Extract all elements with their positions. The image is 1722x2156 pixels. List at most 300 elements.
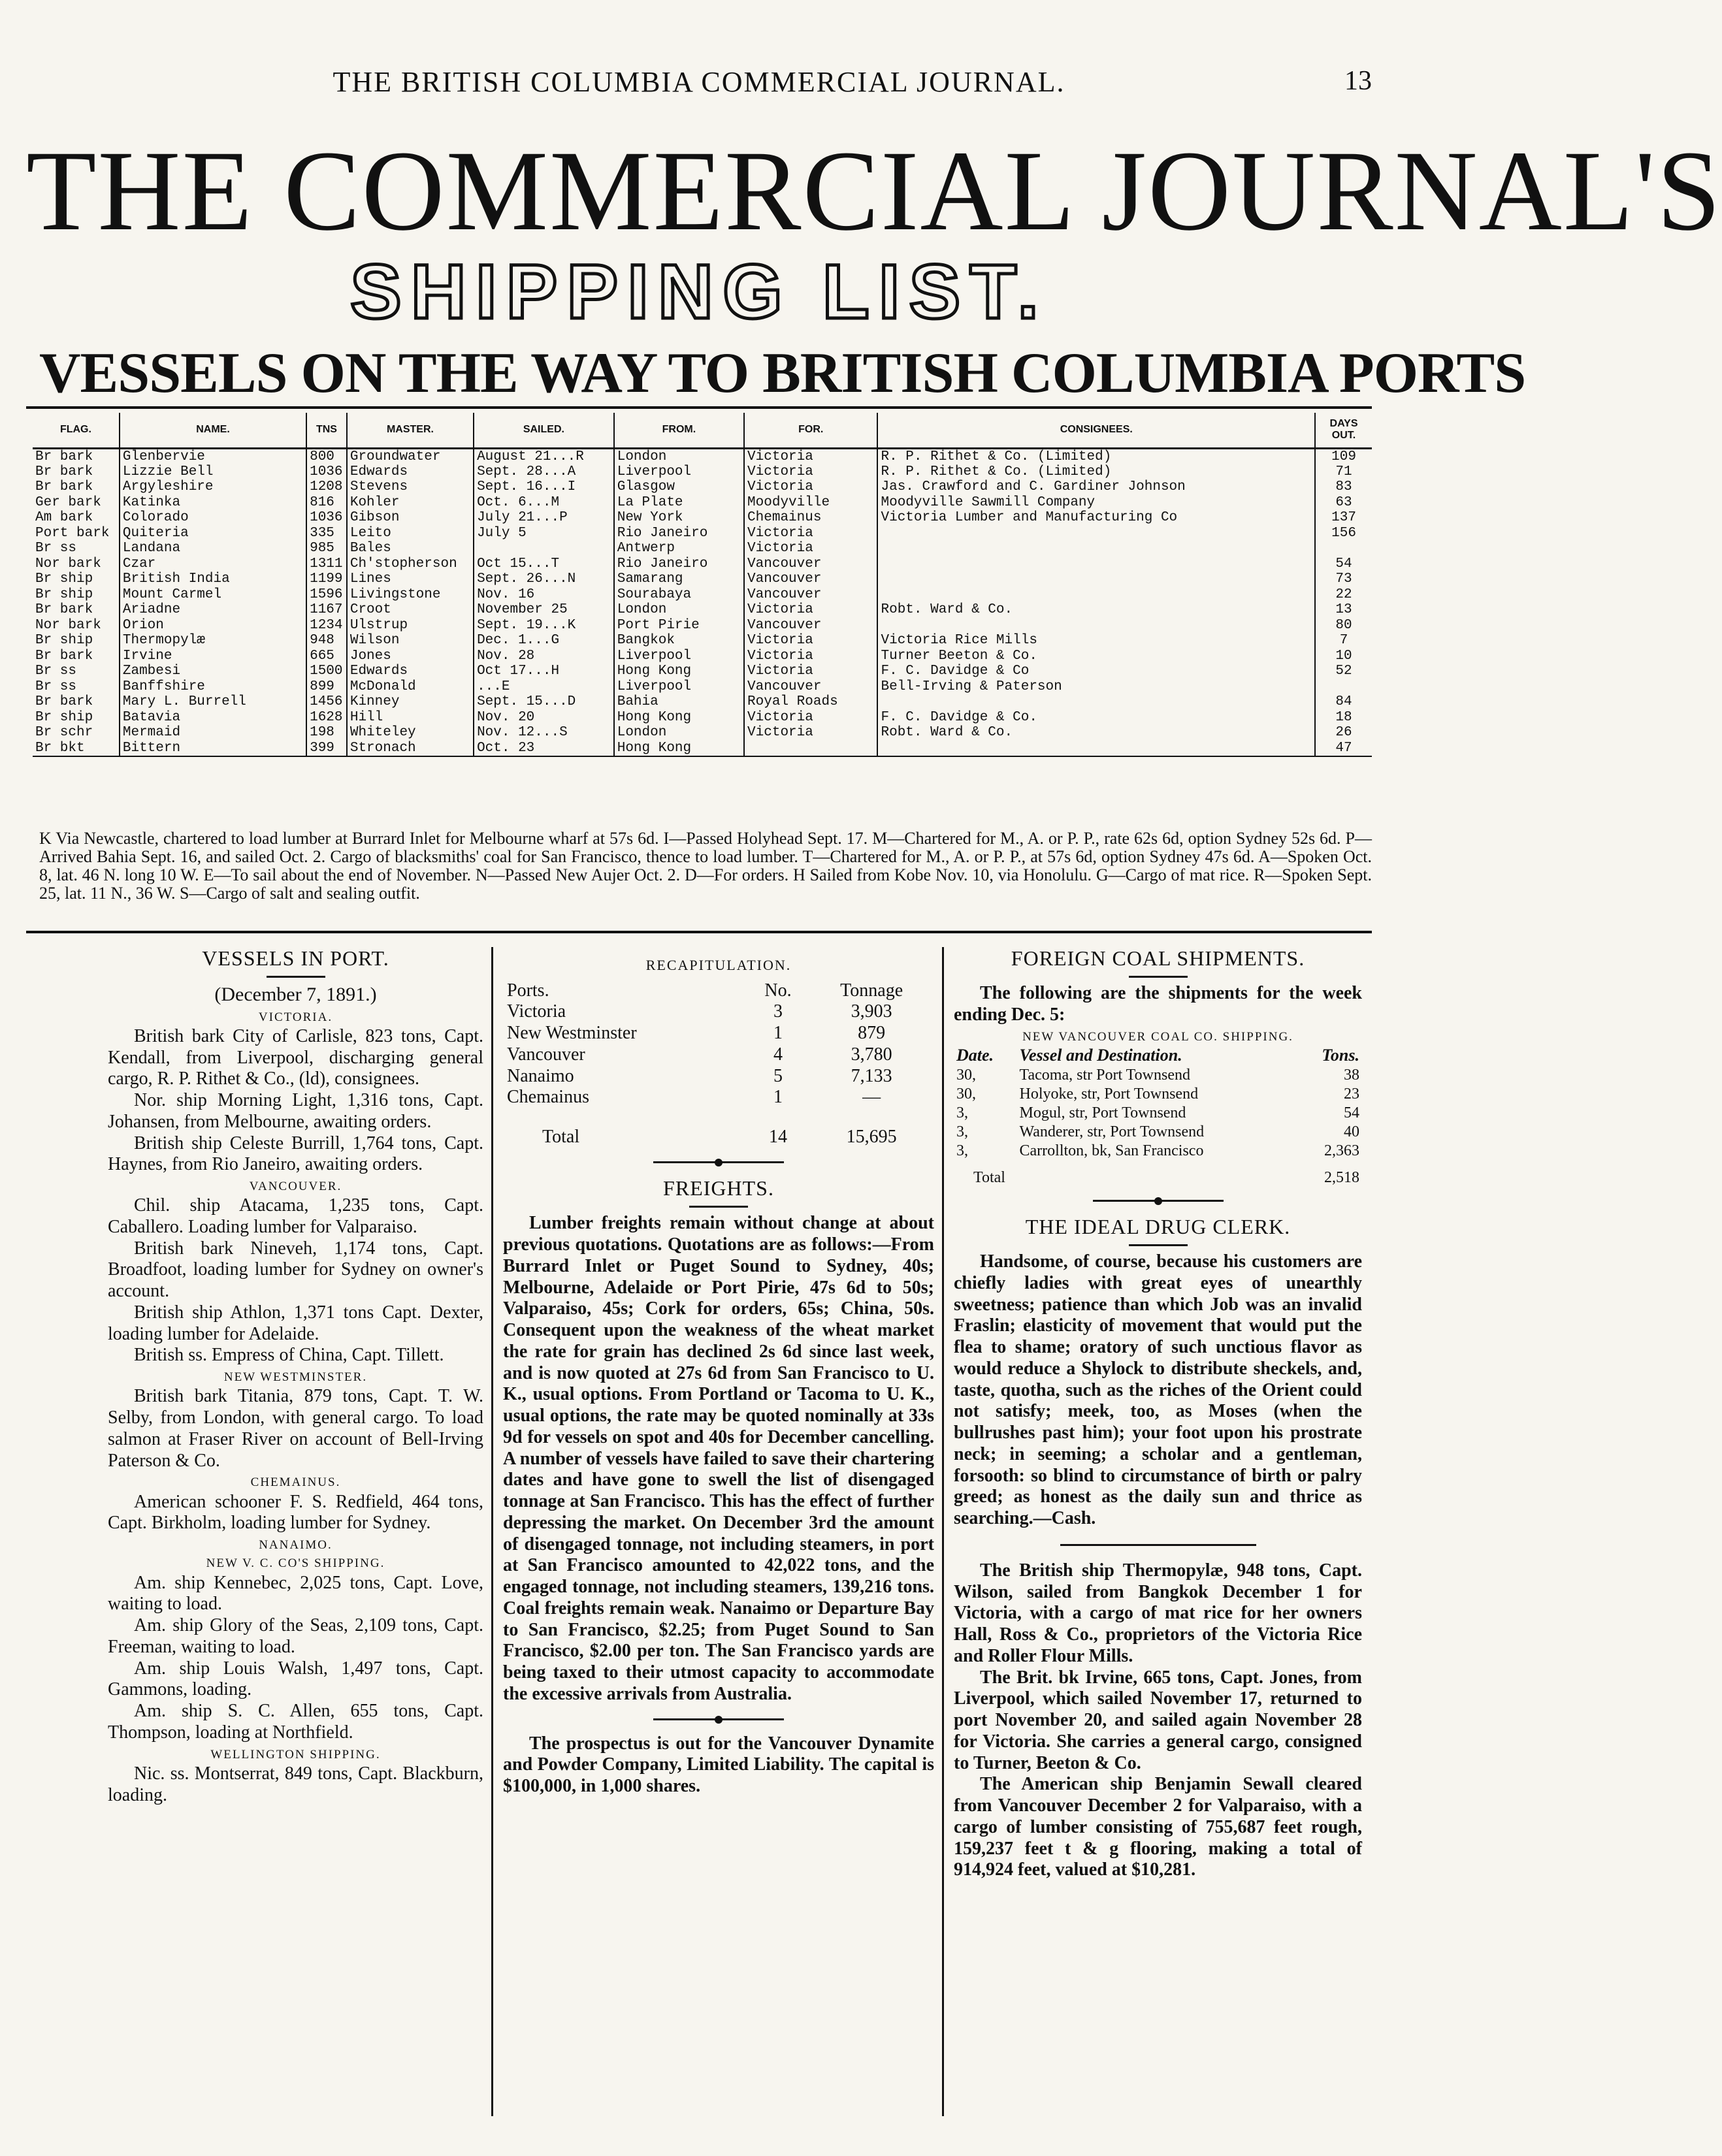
drug-clerk-title: THE IDEAL DRUG CLERK. <box>1025 1214 1291 1238</box>
table-row <box>33 464 1372 480</box>
victoria-heading: VICTORIA. <box>258 1010 333 1024</box>
table-cell: Sept. 26...N <box>474 571 614 587</box>
coal-cell: 40 <box>1344 1123 1359 1141</box>
recap-table <box>503 980 934 1148</box>
coal-cell: 2,363 <box>1324 1142 1359 1160</box>
table-cell: Bales <box>347 541 474 556</box>
recap-row <box>503 1044 934 1066</box>
table-cell: 13 <box>1335 602 1352 618</box>
table-cell: Br bark <box>33 602 120 618</box>
table-cell: Vancouver <box>744 679 877 695</box>
table-cell: Moodyville Sawmill Company <box>877 495 1315 511</box>
table-cell: July 5 <box>474 526 614 541</box>
table-cell: Sept. 19...K <box>474 618 614 634</box>
vessel-entry: Am. ship Kennebec, 2,025 tons, Capt. Love, waiting to load. <box>108 1572 483 1615</box>
vessel-entry: British ship Celeste Burrill, 1,764 tons, Capt. Haynes, from Rio Janeiro, awaiting orders. <box>108 1133 483 1175</box>
table-cell <box>474 541 614 556</box>
freights-title: FREIGHTS. <box>663 1176 774 1200</box>
column-rule <box>491 947 493 2116</box>
coal-cell: Tacoma, str Port Townsend <box>1019 1067 1190 1084</box>
recap-col-tonnage: Tonnage <box>840 980 903 1001</box>
notes-rule <box>26 931 1372 933</box>
recap-cell: 5 <box>773 1065 783 1086</box>
coal-cell: 3, <box>956 1142 968 1160</box>
ornament-rule <box>653 1161 784 1163</box>
table-cell: New York <box>614 510 744 526</box>
table-row <box>33 526 1372 541</box>
coal-intro: The following are the shipments for the week ending Dec. 5: <box>954 983 1362 1025</box>
table-cell: Sourabaya <box>614 587 744 603</box>
coal-row <box>954 1104 1362 1123</box>
divider <box>1060 1544 1256 1546</box>
table-cell: Hong Kong <box>614 741 744 756</box>
table-cell: Br bkt <box>33 741 120 756</box>
recap-cell: 1 <box>773 1023 783 1044</box>
table-cell: Victoria <box>744 602 877 618</box>
recap-cell: 3 <box>773 1001 783 1022</box>
coal-news-column <box>954 944 1362 1881</box>
table-cell: Br ss <box>33 664 120 679</box>
recap-row <box>503 1001 934 1023</box>
table-cell: Wilson <box>347 633 474 649</box>
table-cell: Nov. 28 <box>474 649 614 664</box>
table-cell: 84 <box>1335 694 1352 710</box>
table-cell: Ger bark <box>33 495 120 511</box>
recap-cell: 3,903 <box>851 1001 892 1022</box>
table-cell <box>877 587 1315 603</box>
table-cell: Turner Beeton & Co. <box>877 649 1315 664</box>
recap-col-ports: Ports. <box>507 980 549 1001</box>
table-cell: McDonald <box>347 679 474 695</box>
coal-cell: Carrollton, bk, San Francisco <box>1019 1142 1204 1160</box>
column-rule <box>942 947 944 2116</box>
recap-cell: 3,780 <box>851 1044 892 1065</box>
table-cell: Groundwater <box>347 448 474 464</box>
table-cell: Vancouver <box>744 571 877 587</box>
table-cell: Liverpool <box>614 649 744 664</box>
table-cell <box>877 571 1315 587</box>
table-cell: Liverpool <box>614 464 744 480</box>
table-row <box>33 448 1372 464</box>
section-heading: VESSELS ON THE WAY TO BRITISH COLUMBIA PORTS <box>39 342 1526 405</box>
table-cell: Br bark <box>33 649 120 664</box>
table-cell: ...E <box>474 679 614 695</box>
table-cell: Am bark <box>33 510 120 526</box>
table-cell: Port bark <box>33 526 120 541</box>
table-cell: 198 <box>306 725 347 741</box>
table-cell: Oct. 23 <box>474 741 614 756</box>
table-cell: Banffshire <box>120 679 306 695</box>
table-cell: 1208 <box>306 479 347 495</box>
table-cell: F. C. Davidge & Co <box>877 664 1315 679</box>
vessel-entry: Am. ship Louis Walsh, 1,497 tons, Capt. Gammons, loading. <box>108 1658 483 1700</box>
table-header-cell: FLAG. <box>33 413 120 448</box>
table-cell: Landana <box>120 541 306 556</box>
table-cell: Port Pirie <box>614 618 744 634</box>
table-cell: Argyleshire <box>120 479 306 495</box>
table-row <box>33 479 1372 495</box>
coal-row <box>954 1085 1362 1104</box>
recap-col-no: No. <box>764 980 792 1001</box>
table-cell: 1234 <box>306 618 347 634</box>
table-cell: 1311 <box>306 556 347 572</box>
table-row <box>33 725 1372 741</box>
table-cell: Br ss <box>33 679 120 695</box>
table-cell: 1456 <box>306 694 347 710</box>
table-cell: Oct 17...H <box>474 664 614 679</box>
heading-rule <box>26 406 1372 409</box>
table-cell: Bangkok <box>614 633 744 649</box>
port-date: (December 7, 1891.) <box>214 984 377 1006</box>
coal-title: FOREIGN COAL SHIPMENTS. <box>1011 946 1305 970</box>
table-cell: Br ss <box>33 541 120 556</box>
news-item: The Brit. bk Irvine, 665 tons, Capt. Jones, from Liverpool, which sailed November 17, returned to port November 20, and sailed again November 28 for Victoria. She carries a general cargo, consigned to Turner, Beeton & Co. <box>954 1667 1362 1773</box>
table-cell: Sept. 28...A <box>474 464 614 480</box>
table-cell: Lizzie Bell <box>120 464 306 480</box>
table-cell: Livingstone <box>347 587 474 603</box>
coal-cell: Holyoke, str, Port Townsend <box>1019 1086 1199 1103</box>
table-cell: 54 <box>1335 556 1352 571</box>
table-cell <box>877 556 1315 572</box>
coal-cell: 54 <box>1344 1104 1359 1122</box>
table-cell <box>877 741 1315 756</box>
table-cell: Zambesi <box>120 664 306 679</box>
vessel-entry: Am. ship Glory of the Seas, 2,109 tons, Capt. Freeman, waiting to load. <box>108 1615 483 1657</box>
coal-cell: 30, <box>956 1067 976 1084</box>
table-cell: Colorado <box>120 510 306 526</box>
table-cell: 63 <box>1335 494 1352 510</box>
table-cell: Whiteley <box>347 725 474 741</box>
recap-total-tonnage: 15,695 <box>846 1127 897 1148</box>
table-cell: 1628 <box>306 710 347 726</box>
table-cell: 948 <box>306 633 347 649</box>
table-cell: 47 <box>1315 741 1372 756</box>
table-cell: Oct. 6...M <box>474 495 614 511</box>
table-cell: Lines <box>347 571 474 587</box>
table-cell: Gibson <box>347 510 474 526</box>
table-cell: Mermaid <box>120 725 306 741</box>
table-cell: London <box>614 602 744 618</box>
table-cell: Br bark <box>33 448 120 464</box>
table-cell <box>877 526 1315 541</box>
coal-cell: 30, <box>956 1086 976 1103</box>
table-cell: Edwards <box>347 664 474 679</box>
table-cell <box>877 618 1315 634</box>
coal-row <box>954 1066 1362 1085</box>
table-cell <box>1315 679 1372 695</box>
table-cell: Vancouver <box>744 618 877 634</box>
news-item: The American ship Benjamin Sewall cleared from Vancouver December 2 for Valparaiso, with a cargo of lumber consisting of 755,687 feet rough, 159,237 feet t & g flooring, making a total of 914,924 feet, valued at $10,281. <box>954 1774 1362 1880</box>
table-cell: Dec. 1...G <box>474 633 614 649</box>
table-cell: Robt. Ward & Co. <box>877 602 1315 618</box>
table-row <box>33 541 1372 556</box>
masthead-subtitle: SHIPPING LIST. <box>349 249 1048 335</box>
recap-cell: 4 <box>773 1044 783 1065</box>
recap-total-no: 14 <box>769 1127 788 1148</box>
vessels-in-port-column <box>108 944 483 1806</box>
table-cell: Victoria <box>744 464 877 480</box>
page-number: 13 <box>1344 66 1372 96</box>
table-cell: Mount Carmel <box>120 587 306 603</box>
table-cell: 10 <box>1335 648 1352 664</box>
recap-freights-column <box>503 944 934 1797</box>
table-header-cell: NAME. <box>120 413 306 448</box>
table-cell: 137 <box>1331 510 1356 526</box>
recap-cell: Vancouver <box>507 1044 585 1065</box>
table-cell: La Plate <box>614 495 744 511</box>
divider <box>689 1206 748 1208</box>
masthead-title: THE COMMERCIAL JOURNAL'S <box>26 127 1722 255</box>
table-cell: Stevens <box>347 479 474 495</box>
table-cell: Br ship <box>33 633 120 649</box>
table-cell: 83 <box>1335 479 1352 495</box>
coal-table <box>954 1046 1362 1186</box>
divider <box>1129 1244 1188 1246</box>
table-cell: Rio Janeiro <box>614 526 744 541</box>
table-cell: British India <box>120 571 306 587</box>
recap-cell: 879 <box>858 1023 886 1044</box>
table-cell: Czar <box>120 556 306 572</box>
recap-cell: 7,133 <box>851 1065 892 1086</box>
table-cell: Victoria Lumber and Manufacturing Co <box>877 510 1315 526</box>
vessel-entry: British bark City of Carlisle, 823 tons, Capt. Kendall, from Liverpool, discharging general cargo, R. P. Rithet & Co., (ld), consignees. <box>108 1025 483 1089</box>
coal-row <box>954 1142 1362 1161</box>
prospectus-note: The prospectus is out for the Vancouver Dynamite and Powder Company, Limited Liability. The capital is $100,000, in 1,000 shares. <box>503 1733 934 1797</box>
coal-col-tons: Tons. <box>1322 1046 1359 1065</box>
coal-cell: 38 <box>1344 1067 1359 1084</box>
table-cell: Oct 15...T <box>474 556 614 572</box>
chemainus-heading: CHEMAINUS. <box>250 1475 341 1490</box>
table-cell: Katinka <box>120 495 306 511</box>
table-cell: Br ship <box>33 587 120 603</box>
recap-cell: Nanaimo <box>507 1065 574 1086</box>
recap-cell: Chemainus <box>507 1087 589 1108</box>
table-cell: 800 <box>306 448 347 464</box>
table-cell: 18 <box>1335 709 1352 725</box>
table-cell: Rio Janeiro <box>614 556 744 572</box>
table-cell: Bittern <box>120 741 306 756</box>
table-cell: Ch'stopherson <box>347 556 474 572</box>
table-cell: 1199 <box>306 571 347 587</box>
recap-total-label: Total <box>542 1127 580 1148</box>
table-cell: Glasgow <box>614 479 744 495</box>
table-cell: Br bark <box>33 479 120 495</box>
table-cell: July 21...P <box>474 510 614 526</box>
table-cell: Orion <box>120 618 306 634</box>
drug-clerk-body: Handsome, of course, because his customers are chiefly ladies with great eyes of unearthly sweetness; patience than which Job was an invalid Fraslin; elasticity of movement that would put the flea to shame; oratory of such unctious flavor as would reduce a Shylock to distribute sheckels, and, taste, quotha, such as the riches of the Orient could not satisfy; meek, too, as Moses (when the bullrushes past him); your foot upon his prostrate neck; in seeming; a scholar and a gentleman, forsooth: so blind to circumstance of birth or palry greed; as honest as the daily sun and thrice as searching.—Cash. <box>954 1251 1362 1529</box>
table-cell: Victoria <box>744 541 877 556</box>
table-cell: 1036 <box>306 464 347 480</box>
table-header-cell: TNS <box>306 413 347 448</box>
table-cell: Victoria <box>744 479 877 495</box>
coal-cell: Mogul, str, Port Townsend <box>1019 1104 1186 1122</box>
table-cell: Vancouver <box>744 556 877 572</box>
table-cell: August 21...R <box>474 448 614 464</box>
table-cell: Royal Roads <box>744 694 877 710</box>
table-cell: Nov. 12...S <box>474 725 614 741</box>
ornament-rule <box>1093 1200 1224 1202</box>
table-cell: Croot <box>347 602 474 618</box>
table-cell: Glenbervie <box>120 448 306 464</box>
table-cell: Nor bark <box>33 556 120 572</box>
table-cell: Edwards <box>347 464 474 480</box>
table-cell: Leito <box>347 526 474 541</box>
table-cell: Irvine <box>120 649 306 664</box>
nanaimo-subheading: NEW V. C. CO'S SHIPPING. <box>206 1556 385 1571</box>
table-row <box>33 571 1372 587</box>
table-cell: Victoria <box>744 633 877 649</box>
recap-cell: New Westminster <box>507 1023 637 1044</box>
coal-row <box>954 1123 1362 1142</box>
table-cell: 71 <box>1335 464 1352 479</box>
table-cell: 335 <box>306 526 347 541</box>
coal-col-date: Date. <box>956 1046 994 1065</box>
recap-cell: — <box>862 1087 881 1108</box>
table-header-cell: FOR. <box>744 413 877 448</box>
table-cell: R. P. Rithet & Co. (Limited) <box>877 464 1315 480</box>
table-cell: Vancouver <box>744 587 877 603</box>
news-item: The British ship Thermopylæ, 948 tons, Capt. Wilson, sailed from Bangkok December 1 for Victoria, with a cargo of mat rice for her owners Hall, Ross & Co., proprietors of the Victoria Rice and Roller Flour Mills. <box>954 1560 1362 1666</box>
table-cell: Bell-Irving & Paterson <box>877 679 1315 695</box>
coal-cell: Wanderer, str, Port Townsend <box>1019 1123 1205 1141</box>
table-cell: Bahia <box>614 694 744 710</box>
divider <box>267 976 325 978</box>
table-cell: 399 <box>306 741 347 756</box>
table-cell: Antwerp <box>614 541 744 556</box>
table-cell: Br bark <box>33 694 120 710</box>
table-cell: Chemainus <box>744 510 877 526</box>
table-cell: Robt. Ward & Co. <box>877 725 1315 741</box>
table-header-cell: SAILED. <box>474 413 614 448</box>
table-cell <box>877 541 1315 556</box>
table-cell: Br bark <box>33 464 120 480</box>
table-cell: Ariadne <box>120 602 306 618</box>
table-cell: Hill <box>347 710 474 726</box>
table-cell: 816 <box>306 495 347 511</box>
table-cell: Victoria <box>744 649 877 664</box>
table-cell: Mary L. Burrell <box>120 694 306 710</box>
vessels-in-port-title: VESSELS IN PORT. <box>202 946 389 970</box>
table-row <box>33 556 1372 572</box>
table-cell: 80 <box>1335 617 1352 633</box>
running-head <box>26 65 1372 105</box>
table-cell: 22 <box>1335 587 1352 602</box>
vessel-entry: British bark Titania, 879 tons, Capt. T. W. Selby, from London, with general cargo. To load salmon at Fraser River on account of Bell-Irving Paterson & Co. <box>108 1386 483 1471</box>
coal-cell: 23 <box>1344 1086 1359 1103</box>
table-cell: Victoria <box>744 664 877 679</box>
table-cell <box>877 694 1315 710</box>
table-cell: Victoria Rice Mills <box>877 633 1315 649</box>
recap-row <box>503 1023 934 1044</box>
coal-cell: 3, <box>956 1104 968 1122</box>
table-row <box>33 664 1372 679</box>
table-cell: Jas. Crawford and C. Gardiner Johnson <box>877 479 1315 495</box>
table-row <box>33 602 1372 618</box>
table-cell: Jones <box>347 649 474 664</box>
vancouver-heading: VANCOUVER. <box>249 1180 342 1193</box>
table-cell: Ulstrup <box>347 618 474 634</box>
vessel-entry: Chil. ship Atacama, 1,235 tons, Capt. Caballero. Loading lumber for Valparaiso. <box>108 1195 483 1237</box>
new-westminster-heading: NEW WESTMINSTER. <box>223 1370 368 1385</box>
vessel-entry: Am. ship S. C. Allen, 655 tons, Capt. Thompson, loading at Northfield. <box>108 1701 483 1743</box>
vessels-table <box>33 413 1372 757</box>
table-cell: Br ship <box>33 710 120 726</box>
table-cell: Victoria <box>744 725 877 741</box>
freights-body: Lumber freights remain without change at about previous quotations. Quotations are as follows:—From Burrard Inlet or Puget Sound to Sydney, 40s; Melbourne, Adelaide or Port Pirie, 47s 6d to 50s; Valparaiso, 45s; Cork for orders, 65s; China, 50s. Consequent upon the weakness of the wheat market the rate for grain has declined 2s 6d since last week, and is now quoted at 27s 6d from San Francisco to U. K., usual options. From Portland or Tacoma to U. K., usual options, the rate may be quoted nominally at 33s 9d for vessels on spot and 40s for December cancelling. A number of vessels have failed to save their chartering dates and have gone to swell the list of disengaged tonnage at San Francisco. This has the effect of further depressing the market. On December 3rd the amount of disengaged tonnage, not including steamers, in port at San Francisco amounted to 42,022 tons, and the engaged tonnage, not including steamers, 139,216 tons. Coal freights remain weak. Nanaimo or Departure Bay to San Francisco, $2.25; from Puget Sound to San Francisco, $2.00 per ton. The San Francisco yards are being taxed to their utmost capacity to accommodate the excessive arrivals from Australia. <box>503 1213 934 1704</box>
vessel-entry: British ss. Empress of China, Capt. Tillett. <box>134 1345 444 1366</box>
recap-title: RECAPITULATION. <box>645 957 792 973</box>
table-row <box>33 679 1372 695</box>
table-cell: November 25 <box>474 602 614 618</box>
coal-col-vessel: Vessel and Destination. <box>1019 1046 1182 1065</box>
table-cell: 52 <box>1335 664 1352 679</box>
recap-row <box>503 1087 934 1108</box>
table-cell: 1036 <box>306 510 347 526</box>
table-cell: Kinney <box>347 694 474 710</box>
table-cell: 1596 <box>306 587 347 603</box>
table-cell: London <box>614 725 744 741</box>
table-row <box>33 618 1372 634</box>
table-cell: R. P. Rithet & Co. (Limited) <box>877 448 1315 464</box>
table-header-cell: MASTER. <box>347 413 474 448</box>
table-cell: 1167 <box>306 602 347 618</box>
recap-cell: Victoria <box>507 1001 566 1022</box>
table-cell <box>1315 541 1372 556</box>
table-cell: F. C. Davidge & Co. <box>877 710 1315 726</box>
table-cell: 109 <box>1331 449 1356 464</box>
table-row <box>33 587 1372 603</box>
vessel-entry: American schooner F. S. Redfield, 464 tons, Capt. Birkholm, loading lumber for Sydney. <box>108 1491 483 1534</box>
table-cell: Hong Kong <box>614 710 744 726</box>
table-row <box>33 495 1372 511</box>
table-cell: 665 <box>306 649 347 664</box>
divider <box>1129 976 1188 978</box>
table-cell: Thermopylæ <box>120 633 306 649</box>
table-cell: Nov. 20 <box>474 710 614 726</box>
table-cell: Moodyville <box>744 495 877 511</box>
table-cell: 26 <box>1335 725 1352 741</box>
coal-cell: 3, <box>956 1123 968 1141</box>
table-cell: 7 <box>1339 633 1348 649</box>
table-cell: Kohler <box>347 495 474 511</box>
table-footnotes: K Via Newcastle, chartered to load lumber at Burrard Inlet for Melbourne wharf at 57s 6d. I—Passed Holyhead Sept. 17. M—Chartered for M., A. or P. P., rate 62s 6d, option Sydney 52s 6d. P—Arrived Bahia Sept. 16, and sailed Oct. 2. Cargo of blacksmiths' coal for San Francisco, thence to load lumber. T—Chartered for M., A. or P. P., at 57s 6d, option Sydney 47s 6d. A—Spoken Oct. 8, lat. 46 N. long 10 W. E—To sail about the end of November. N—Passed New Aujer Oct. 2. D—For orders. H Sailed from Kobe Nov. 10, via Honolulu. G—Cargo of mat rice. R—Spoken Sept. 25, lat. 11 N., 36 W. S—Cargo of salt and sealing outfit. <box>39 829 1372 903</box>
table-cell: Nor bark <box>33 618 120 634</box>
table-cell: 899 <box>306 679 347 695</box>
table-cell: 156 <box>1331 525 1356 541</box>
table-cell: Liverpool <box>614 679 744 695</box>
table-cell: 1500 <box>306 664 347 679</box>
recap-cell: 1 <box>773 1087 783 1108</box>
table-cell: 73 <box>1335 571 1352 587</box>
table-cell: Br schr <box>33 725 120 741</box>
vessel-entry: Nic. ss. Montserrat, 849 tons, Capt. Blackburn, loading. <box>108 1763 483 1805</box>
table-row <box>33 694 1372 710</box>
table-row <box>33 649 1372 664</box>
ornament-rule <box>653 1718 784 1720</box>
coal-total: 2,518 <box>1324 1168 1359 1186</box>
table-cell: Victoria <box>744 710 877 726</box>
recap-row <box>503 1066 934 1087</box>
table-cell: London <box>614 448 744 464</box>
table-header-cell: CONSIGNEES. <box>877 413 1315 448</box>
table-cell: Victoria <box>744 448 877 464</box>
vessel-entry: British bark Nineveh, 1,174 tons, Capt. Broadfoot, loading lumber for Sydney on owner's account. <box>108 1238 483 1302</box>
nanaimo-heading: NANAIMO. <box>259 1538 333 1553</box>
table-cell: Sept. 15...D <box>474 694 614 710</box>
journal-title: THE BRITISH COLUMBIA COMMERCIAL JOURNAL. <box>333 66 1065 98</box>
table-cell <box>744 741 877 756</box>
table-header-cell: FROM. <box>614 413 744 448</box>
